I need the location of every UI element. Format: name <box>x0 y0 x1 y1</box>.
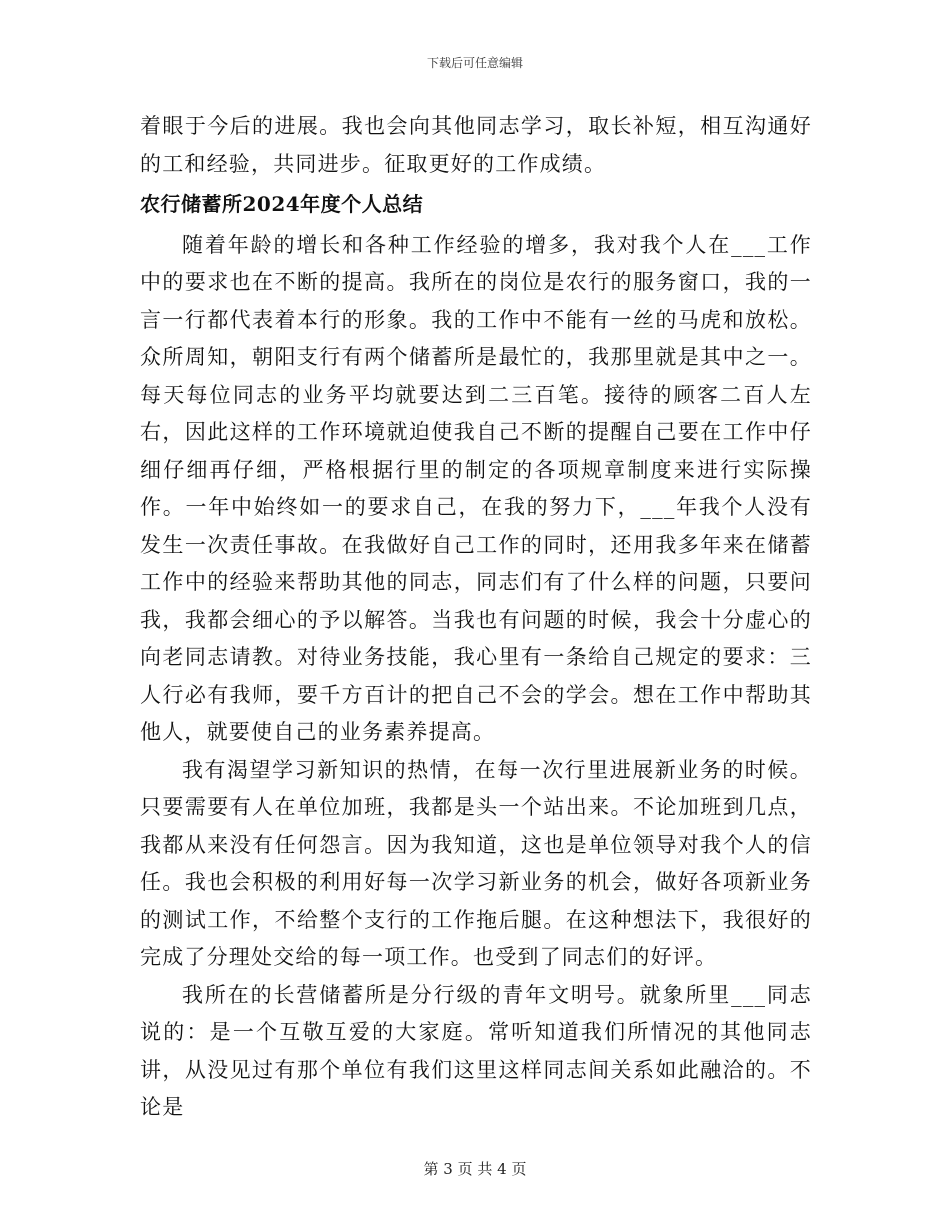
body-paragraph: 随着年龄的增长和各种工作经验的增多，我对我个人在___工作中的要求也在不断的提高。我所在的岗位是农行的服务窗口，我的一言一行都代表着本行的形象。我的工作中不能有一丝的马虎和放松。众所周知，朝阳支行有两个储蓄所是最忙的，我那里就是其中之一。每天每位同志的业务平均就要达到二三百笔。接待的顾客二百人左右，因此这样的工作环境就迫使我自己不断的提醒自己要在工作中仔细仔细再仔细，严格根据行里的制定的各项规章制度来进行实际操作。一年中始终如一的要求自己，在我的努力下，___年我个人没有发生一次责任事故。在我做好自己工作的同时，还用我多年来在储蓄工作中的经验来帮助其他的同志，同志们有了什么样的问题，只要问我，我都会细心的予以解答。当我也有问题的时候，我会十分虚心的向老同志请教。对待业务技能，我心里有一条给自己规定的要求：三人行必有我师，要千方百计的把自己不会的学会。想在工作中帮助其他人，就要使自己的业务素养提高。 <box>140 232 812 744</box>
page-footer: 第 3 页 共 4 页 <box>423 1160 527 1178</box>
page-header: 下载后可任意编辑 <box>426 56 523 70</box>
document-title: 农行储蓄所2024年度个人总结 <box>140 192 424 216</box>
intro-paragraph: 着眼于今后的进展。我也会向其他同志学习，取长补短，相互沟通好的工和经验，共同进步。征取更好的工作成绩。 <box>140 114 812 176</box>
document-body <box>140 108 812 1127</box>
body-paragraph: 我所在的长营储蓄所是分行级的青年文明号。就象所里___同志说的：是一个互敬互爱的大家庭。常听知道我们所情况的其他同志讲，从没见过有那个单位有我们这里这样同志间关系如此融洽的。不论是 <box>140 982 812 1119</box>
body-paragraph: 我有渴望学习新知识的热情，在每一次行里进展新业务的时候。只要需要有人在单位加班，我都是头一个站出来。不论加班到几点，我都从来没有任何怨言。因为我知道，这也是单位领导对我个人的信任。我也会积极的利用好每一次学习新业务的机会，做好各项新业务的测试工作，不给整个支行的工作拖后腿。在这种想法下，我很好的完成了分理处交给的每一项工作。也受到了同志们的好评。 <box>140 757 812 969</box>
